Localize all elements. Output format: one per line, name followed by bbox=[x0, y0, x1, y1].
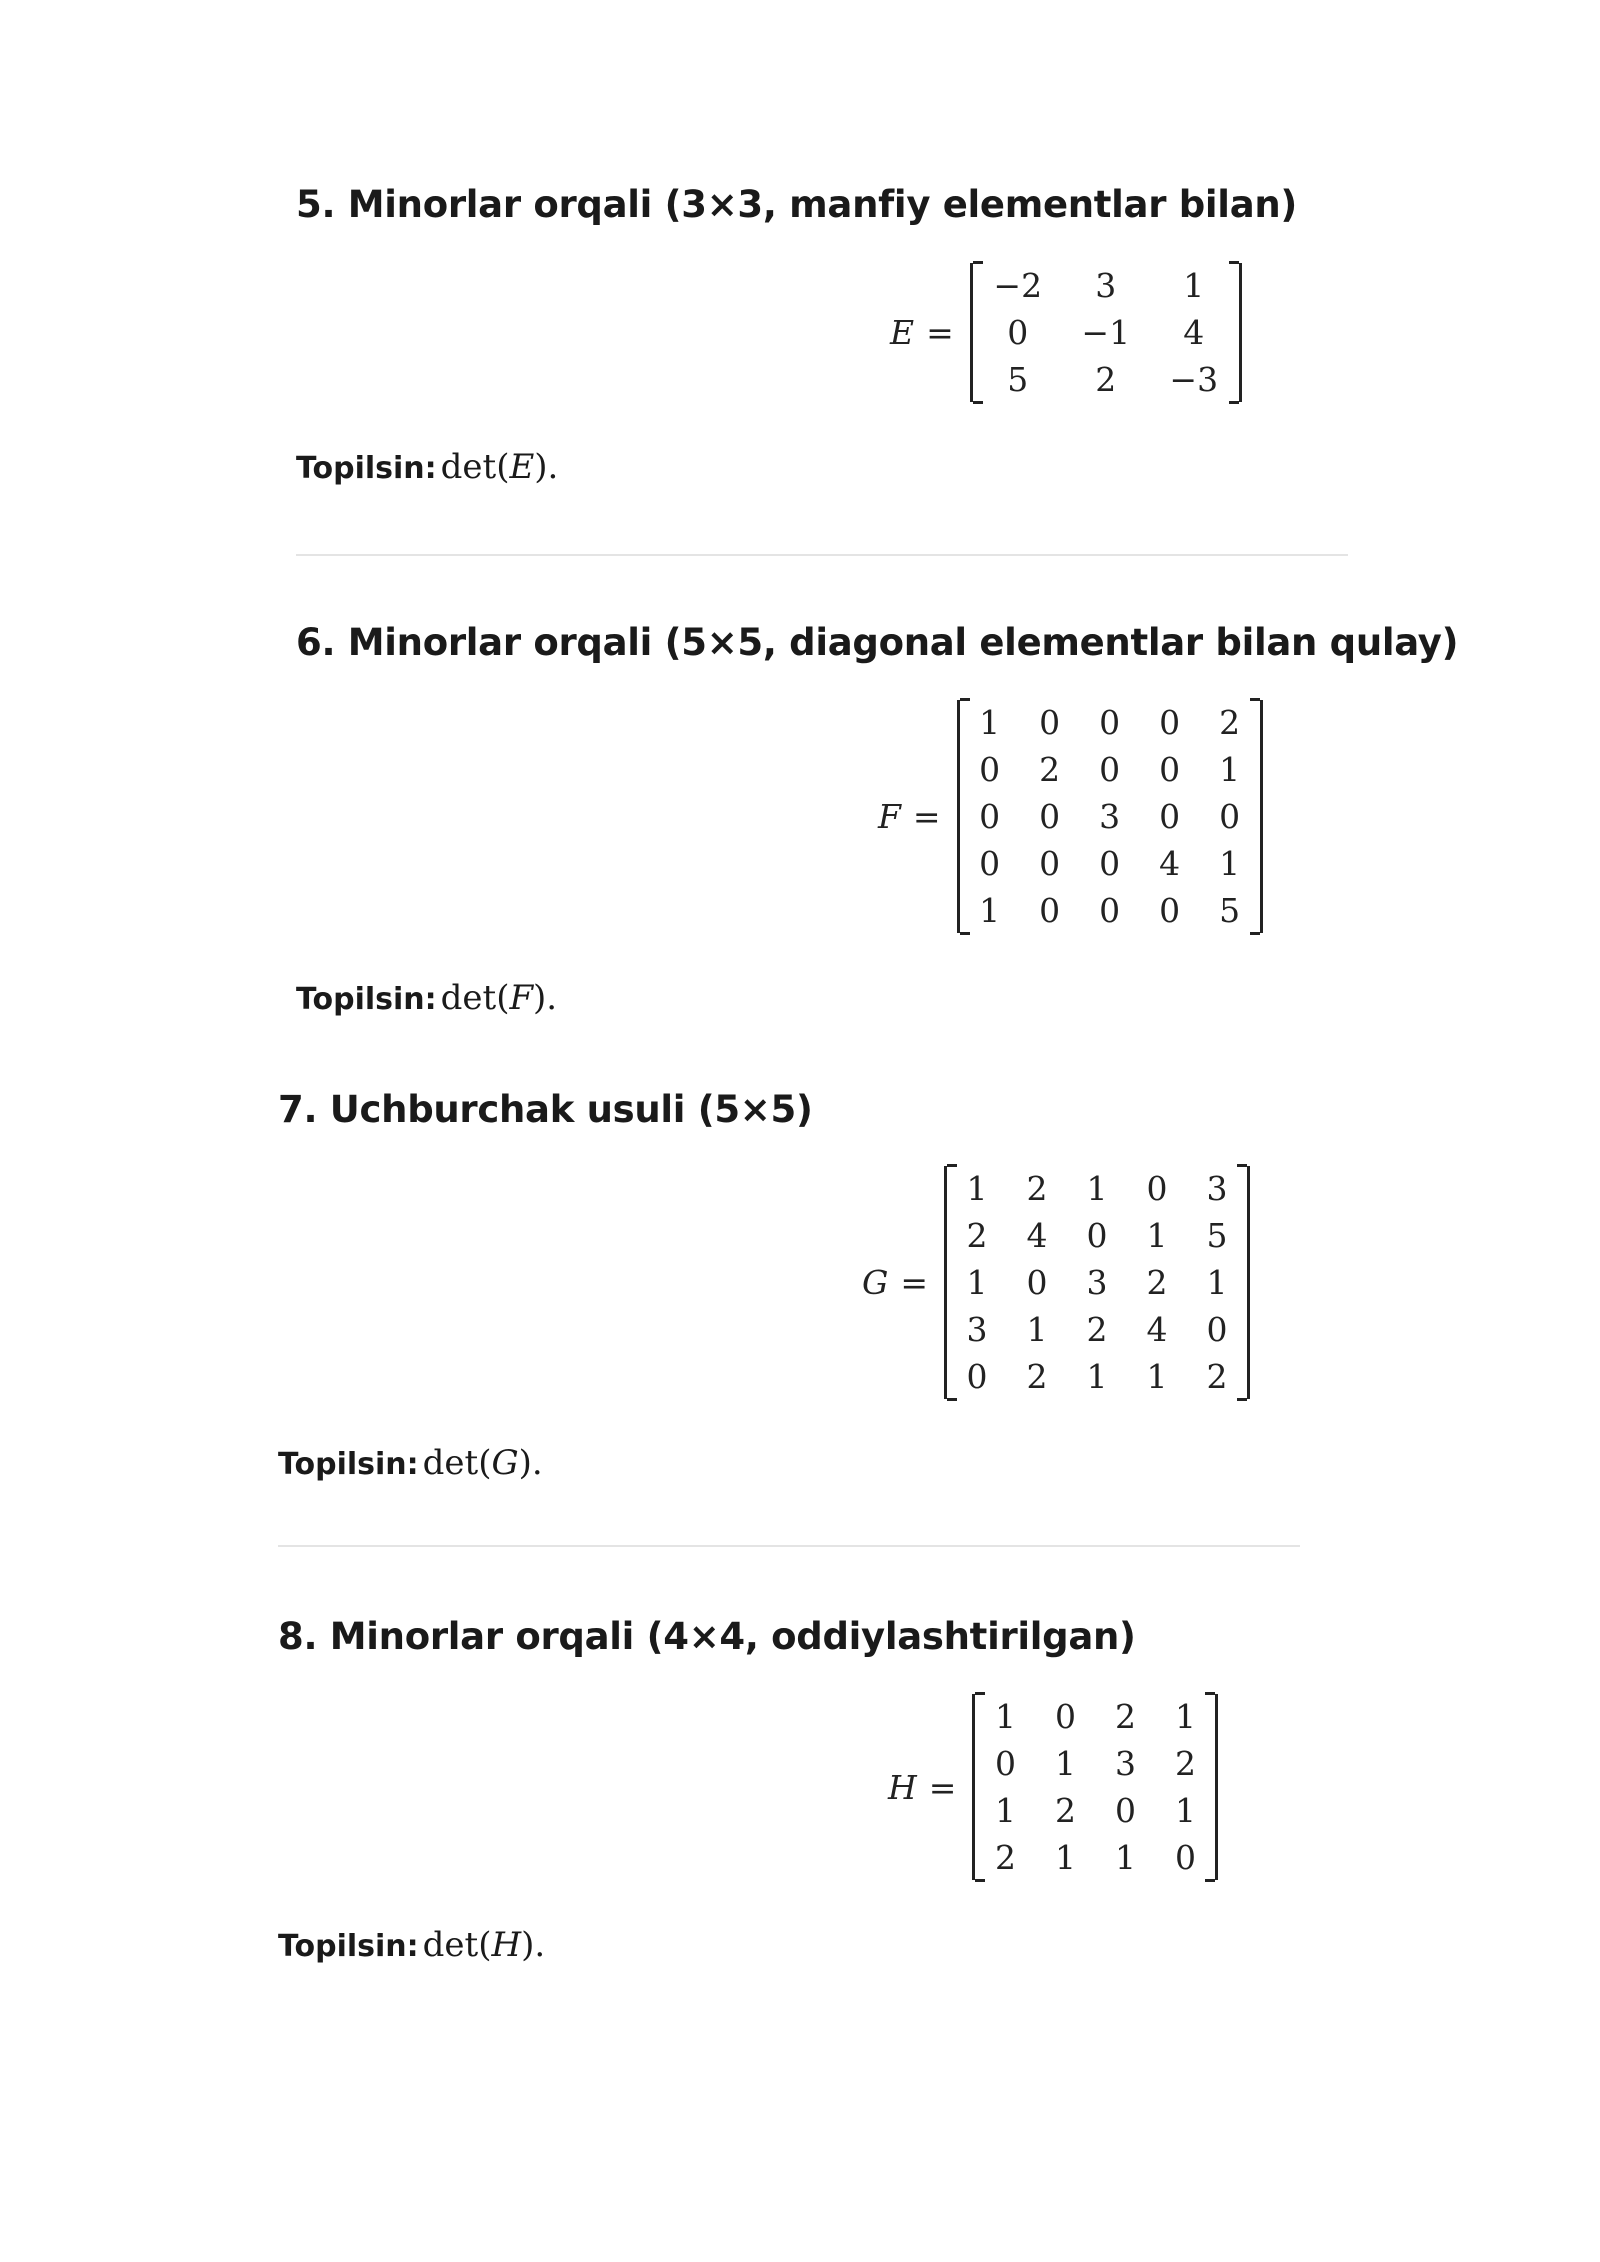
matrix-cell: 2 bbox=[994, 1838, 1016, 1877]
matrix-cell: 0 bbox=[994, 1744, 1016, 1783]
matrix-cell: 0 bbox=[1159, 797, 1181, 836]
problem-5-heading: 5. Minorlar orqali (3×3, manfiy elementlar bilan) bbox=[296, 183, 1298, 226]
matrix-name: H bbox=[888, 1767, 917, 1807]
matrix-cell: 3 bbox=[1086, 1263, 1108, 1302]
matrix-cell: 2 bbox=[1146, 1263, 1168, 1302]
matrix-cell: 2 bbox=[1054, 1791, 1076, 1830]
section-divider bbox=[278, 1545, 1300, 1547]
matrix-g bbox=[944, 1166, 1250, 1399]
matrix-cell: 1 bbox=[994, 1697, 1016, 1736]
matrix-cell: 1 bbox=[1174, 1791, 1196, 1830]
matrix-cell: 2 bbox=[1206, 1357, 1228, 1396]
matrix-cell: 5 bbox=[1206, 1216, 1228, 1255]
matrix-cell: 0 bbox=[1219, 797, 1241, 836]
matrix-cell: 2 bbox=[1114, 1697, 1136, 1736]
matrix-cell: 3 bbox=[1095, 266, 1117, 305]
matrix-cell: 1 bbox=[1026, 1310, 1048, 1349]
matrix-cell: 1 bbox=[966, 1169, 988, 1208]
matrix-cell: 1 bbox=[979, 891, 1001, 930]
matrix-cell: 0 bbox=[1086, 1216, 1108, 1255]
matrix-h bbox=[972, 1694, 1218, 1880]
matrix-cell: 1 bbox=[1183, 266, 1205, 305]
matrix-cell: 0 bbox=[1174, 1838, 1196, 1877]
matrix-cell: 1 bbox=[1054, 1838, 1076, 1877]
matrix-cell: 0 bbox=[1099, 891, 1121, 930]
matrix-cell: 0 bbox=[1039, 703, 1061, 742]
matrix-h-equation bbox=[888, 1694, 1218, 1880]
equals-sign: = bbox=[900, 1263, 929, 1302]
matrix-cell: 2 bbox=[1095, 360, 1117, 399]
matrix-cell: 3 bbox=[1114, 1744, 1136, 1783]
problem-7-find: Topilsin: det(G). bbox=[278, 1443, 543, 1483]
matrix-e bbox=[970, 263, 1242, 402]
matrix-cell: 1 bbox=[1219, 750, 1241, 789]
equals-sign: = bbox=[928, 1767, 957, 1807]
matrix-cell: 0 bbox=[1206, 1310, 1228, 1349]
matrix-cell: 0 bbox=[1054, 1697, 1076, 1736]
matrix-cell: 0 bbox=[979, 844, 1001, 883]
matrix-cell: 4 bbox=[1146, 1310, 1168, 1349]
matrix-cell: 2 bbox=[1174, 1744, 1196, 1783]
matrix-cell: 2 bbox=[1219, 703, 1241, 742]
matrix-cell: 1 bbox=[1219, 844, 1241, 883]
det-variable: H bbox=[491, 1925, 522, 1965]
matrix-cell: 1 bbox=[966, 1263, 988, 1302]
matrix-cell: 0 bbox=[1099, 750, 1121, 789]
matrix-cell: 0 bbox=[1099, 703, 1121, 742]
matrix-cell: 0 bbox=[1039, 797, 1061, 836]
matrix-cell: 5 bbox=[1219, 891, 1241, 930]
det-function: det bbox=[422, 1925, 479, 1965]
matrix-f bbox=[957, 700, 1263, 933]
matrix-cell: −2 bbox=[993, 266, 1043, 305]
matrix-e-equation bbox=[890, 263, 1242, 402]
matrix-cell: 4 bbox=[1159, 844, 1181, 883]
matrix-cell: 4 bbox=[1183, 313, 1205, 352]
det-function: det bbox=[422, 1443, 479, 1483]
matrix-cell: 1 bbox=[979, 703, 1001, 742]
problem-8-find: Topilsin: det(H). bbox=[278, 1925, 546, 1965]
matrix-cell: 2 bbox=[1026, 1357, 1048, 1396]
matrix-cell: 3 bbox=[1099, 797, 1121, 836]
matrix-cell: 1 bbox=[1114, 1838, 1136, 1877]
find-label: Topilsin: bbox=[296, 982, 437, 1017]
matrix-cell: 1 bbox=[994, 1791, 1016, 1830]
det-variable: F bbox=[509, 978, 534, 1018]
matrix-cell: 0 bbox=[1039, 891, 1061, 930]
matrix-cell: −3 bbox=[1169, 360, 1219, 399]
matrix-cell: 1 bbox=[1206, 1263, 1228, 1302]
matrix-cell: 1 bbox=[1086, 1169, 1108, 1208]
equals-sign: = bbox=[926, 313, 954, 352]
section-divider bbox=[296, 554, 1348, 556]
matrix-cell: 0 bbox=[979, 750, 1001, 789]
matrix-name: E bbox=[890, 313, 915, 352]
det-variable: E bbox=[509, 447, 535, 487]
matrix-cell: 1 bbox=[1054, 1744, 1076, 1783]
find-label: Topilsin: bbox=[278, 1447, 419, 1482]
det-function: det bbox=[440, 978, 497, 1018]
matrix-cell: 0 bbox=[1159, 703, 1181, 742]
matrix-cell: 3 bbox=[966, 1310, 988, 1349]
matrix-cell: 0 bbox=[1159, 750, 1181, 789]
matrix-cell: 0 bbox=[1159, 891, 1181, 930]
matrix-cell: 1 bbox=[1086, 1357, 1108, 1396]
matrix-cell: 1 bbox=[1146, 1216, 1168, 1255]
problem-8-heading: 8. Minorlar orqali (4×4, oddiylashtirilgan) bbox=[278, 1615, 1136, 1658]
matrix-cell: 2 bbox=[1026, 1169, 1048, 1208]
matrix-name: G bbox=[862, 1263, 889, 1302]
matrix-cell: 0 bbox=[966, 1357, 988, 1396]
matrix-cell: 0 bbox=[1026, 1263, 1048, 1302]
matrix-cell: 5 bbox=[1007, 360, 1029, 399]
matrix-cell: 0 bbox=[979, 797, 1001, 836]
matrix-cell: 0 bbox=[1007, 313, 1029, 352]
matrix-cell: 0 bbox=[1114, 1791, 1136, 1830]
matrix-cell: 2 bbox=[1086, 1310, 1108, 1349]
matrix-g-equation bbox=[862, 1166, 1250, 1399]
problem-6-heading: 6. Minorlar orqali (5×5, diagonal elementlar bilan qulay) bbox=[296, 621, 1459, 664]
matrix-cell: 2 bbox=[966, 1216, 988, 1255]
matrix-cell: 2 bbox=[1039, 750, 1061, 789]
matrix-name: F bbox=[878, 797, 901, 836]
matrix-cell: 0 bbox=[1099, 844, 1121, 883]
problem-7-heading: 7. Uchburchak usuli (5×5) bbox=[278, 1088, 813, 1131]
find-label: Topilsin: bbox=[278, 1929, 419, 1964]
problem-6-find: Topilsin: det(F). bbox=[296, 978, 558, 1018]
matrix-cell: 4 bbox=[1026, 1216, 1048, 1255]
matrix-cell: 1 bbox=[1174, 1697, 1196, 1736]
equals-sign: = bbox=[912, 797, 941, 836]
det-function: det bbox=[440, 447, 497, 487]
matrix-cell: 0 bbox=[1146, 1169, 1168, 1208]
find-label: Topilsin: bbox=[296, 451, 437, 486]
matrix-cell: 0 bbox=[1039, 844, 1061, 883]
matrix-f-equation bbox=[878, 700, 1263, 933]
matrix-cell: 3 bbox=[1206, 1169, 1228, 1208]
matrix-cell: −1 bbox=[1081, 313, 1131, 352]
matrix-cell: 1 bbox=[1146, 1357, 1168, 1396]
det-variable: G bbox=[491, 1443, 519, 1483]
problem-5-find: Topilsin: det(E). bbox=[296, 447, 559, 487]
